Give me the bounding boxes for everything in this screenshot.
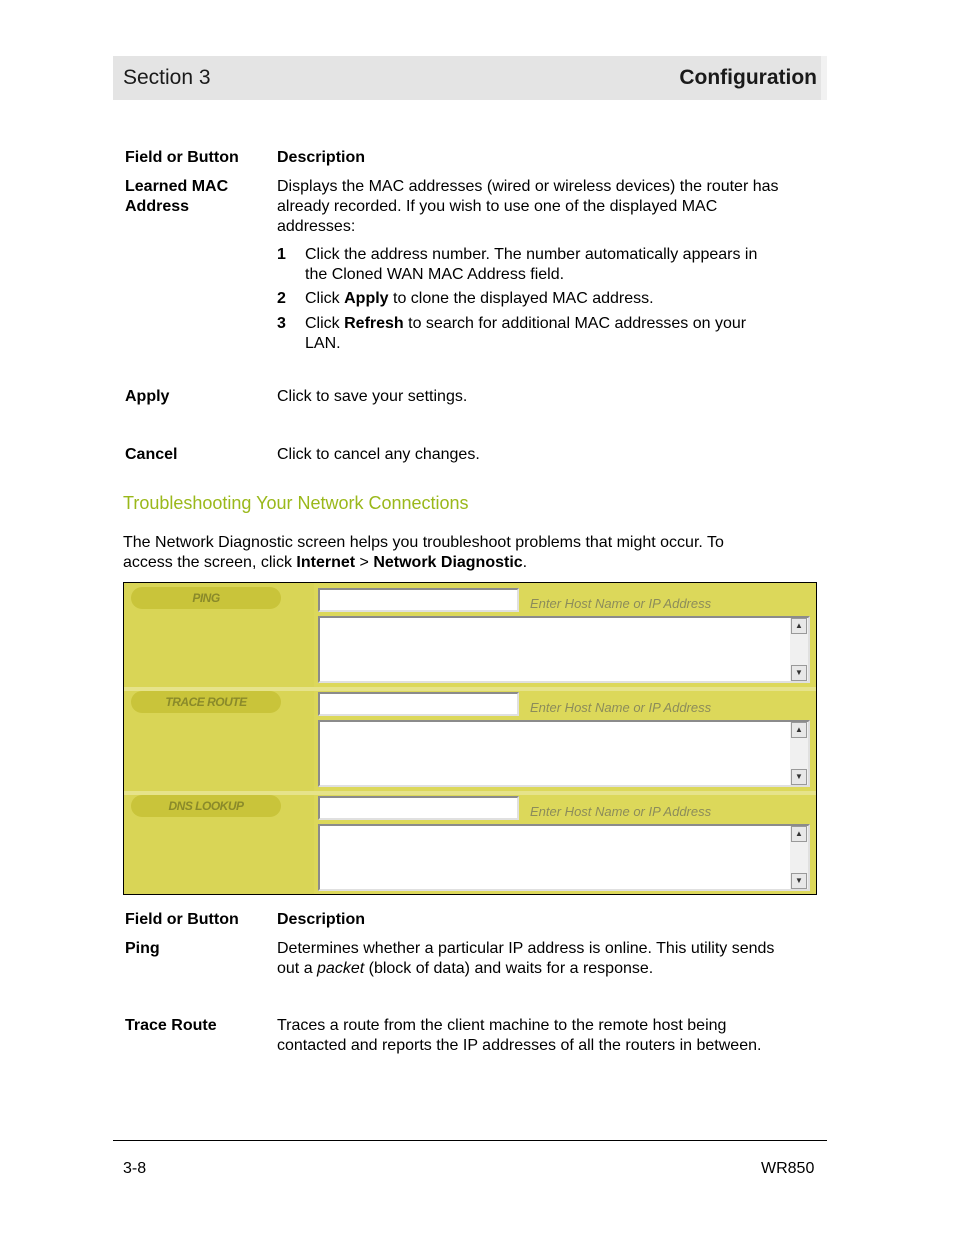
intro-paragraph: The Network Diagnostic screen helps you troubleshoot problems that might occur. To access the screen, click Internet > Network Diagnostic.: [123, 534, 724, 571]
learned-mac-field: Learned MAC Address: [125, 178, 229, 215]
page-header: [113, 56, 827, 100]
learned-mac-desc: Displays the MAC addresses (wired or wireless devices) the router has already recorded. If you wish to use one of the displayed MAC addresses:: [277, 178, 779, 235]
scroll-up-icon[interactable]: ▲: [791, 618, 807, 634]
chapter-title: Configuration: [679, 66, 817, 89]
scroll-down-icon[interactable]: ▼: [791, 769, 807, 785]
trace-route-button[interactable]: TRACE ROUTE: [131, 691, 281, 713]
trace-route-field: Trace Route: [125, 1017, 217, 1034]
ping-output-area[interactable]: [318, 616, 810, 683]
apply-field: Apply: [125, 388, 170, 405]
ping-desc: Determines whether a particular IP address is online. This utility sends out a packet (block of data) and waits for a response.: [277, 940, 775, 977]
ping-button[interactable]: PING: [131, 587, 281, 609]
section-label: Section 3: [123, 66, 211, 89]
cancel-desc: Click to cancel any changes.: [277, 446, 480, 463]
step-3-number: 3: [277, 315, 286, 332]
apply-desc: Click to save your settings.: [277, 388, 468, 405]
network-diagnostic-screenshot: [123, 582, 817, 895]
table1-field-header: Field or Button: [125, 149, 239, 166]
dns-lookup-host-input[interactable]: [318, 796, 519, 820]
ping-row: [124, 583, 816, 687]
trace-route-host-hint: Enter Host Name or IP Address: [530, 700, 712, 715]
page-number: 3-8: [123, 1160, 147, 1177]
scroll-up-icon[interactable]: ▲: [791, 826, 807, 842]
ping-scrollbar[interactable]: [790, 618, 808, 681]
trace-route-row: [124, 687, 816, 791]
footer-rule: [113, 1140, 827, 1141]
dns-lookup-row: [124, 791, 816, 895]
step-2-number: 2: [277, 290, 286, 307]
step-1-number: 1: [277, 246, 286, 263]
scroll-down-icon[interactable]: ▼: [791, 873, 807, 889]
trace-route-host-input[interactable]: [318, 692, 519, 716]
dns-lookup-scrollbar[interactable]: [790, 826, 808, 889]
dns-lookup-host-hint: Enter Host Name or IP Address: [530, 804, 712, 819]
ping-host-input[interactable]: [318, 588, 519, 612]
cancel-field: Cancel: [125, 446, 178, 463]
table2-field-header: Field or Button: [125, 911, 239, 928]
table1-desc-header: Description: [277, 149, 366, 166]
ping-host-hint: Enter Host Name or IP Address: [530, 596, 712, 611]
trace-route-output-area[interactable]: [318, 720, 810, 787]
dns-lookup-button[interactable]: DNS LOOKUP: [131, 795, 281, 817]
ping-field: Ping: [125, 940, 160, 957]
step-3-text: Click Refresh to search for additional MAC addresses on your LAN.: [305, 315, 747, 352]
trace-route-desc: Traces a route from the client machine to the remote host being contacted and reports the IP addresses of all the routers in between.: [277, 1017, 762, 1054]
step-2-text: Click Apply to clone the displayed MAC address.: [305, 290, 654, 307]
scroll-up-icon[interactable]: ▲: [791, 722, 807, 738]
scroll-down-icon[interactable]: ▼: [791, 665, 807, 681]
dns-lookup-output-area[interactable]: [318, 824, 810, 891]
trace-route-scrollbar[interactable]: [790, 722, 808, 785]
model-name: WR850: [761, 1160, 815, 1177]
step-1-text: Click the address number. The number automatically appears in the Cloned WAN MAC Address field.: [305, 246, 758, 283]
table2-desc-header: Description: [277, 911, 366, 928]
section-heading: Troubleshooting Your Network Connections: [123, 493, 469, 513]
